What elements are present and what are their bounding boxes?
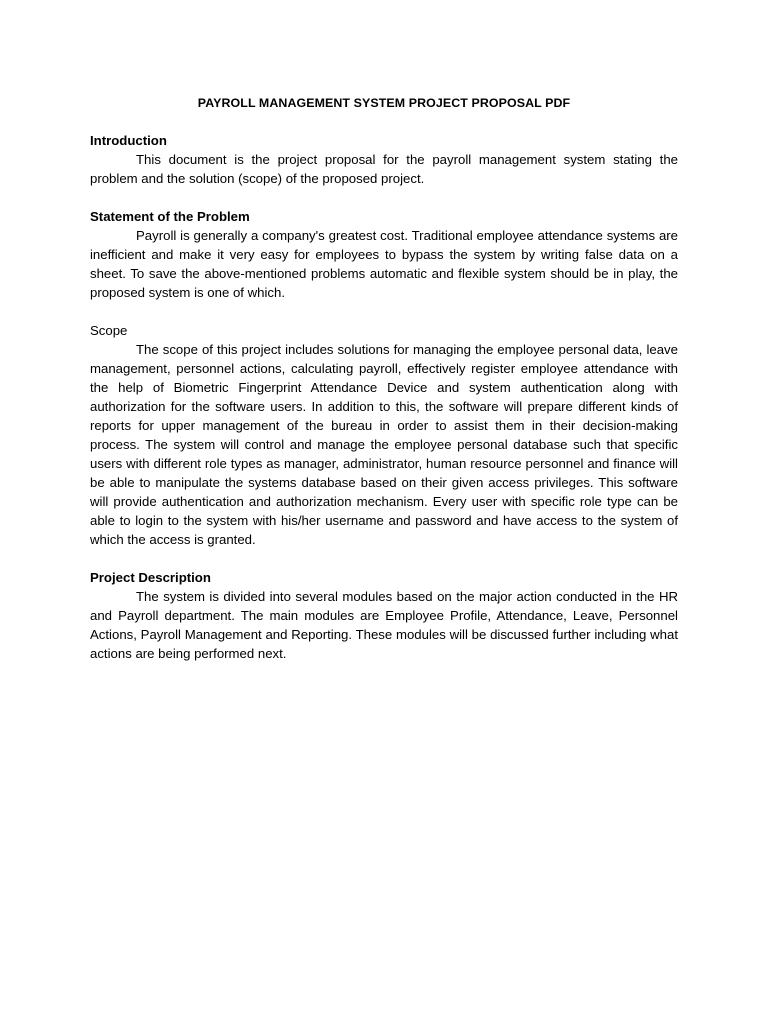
section-statement-of-problem (90, 207, 678, 302)
section-project-description (90, 568, 678, 663)
section-heading-statement-of-problem: Statement of the Problem (90, 209, 250, 224)
section-heading-scope: Scope (90, 323, 128, 338)
document-title: PAYROLL MANAGEMENT SYSTEM PROJECT PROPOSAL PDF (197, 96, 571, 110)
section-introduction (90, 131, 678, 188)
section-heading-project-description: Project Description (90, 570, 211, 585)
section-body-introduction: This document is the project proposal for the payroll management system stating the problem and the solution (scope) of the proposed project. (90, 152, 678, 186)
section-body-statement-of-problem: Payroll is generally a company's greatest cost. Traditional employee attendance systems are inefficient and make it very easy for employees to bypass the system by writing false data on a sheet. To save the above-mentioned problems automatic and flexible system should be in play, the proposed system is one of which. (90, 228, 678, 300)
section-body-project-description: The system is divided into several modules based on the major action conducted in the HR and Payroll department. The main modules are Employee Profile, Attendance, Leave, Personnel Actions, Payroll Management and Reporting. These modules will be discussed further including what actions are being performed next. (90, 589, 678, 661)
section-scope (90, 321, 678, 549)
section-heading-introduction: Introduction (90, 133, 167, 148)
section-body-scope: The scope of this project includes solutions for managing the employee personal data, leave management, personnel actions, calculating payroll, effectively register employee attendance with the help of Biometric Fingerprint Attendance Device and system authentication along with authorization for the software users. In addition to this, the software will prepare different kinds of reports for upper management of the bureau in order to assist them in their decision-making process. The system will control and manage the employee personal database such that specific users with different role types as manager, administrator, human resource personnel and finance will be able to manipulate the systems database based on their given access privileges. This software will provide authentication and authorization mechanism. Every user with specific role type can be able to login to the system with his/her username and password and have access to the system of which the access is granted. (90, 342, 678, 547)
